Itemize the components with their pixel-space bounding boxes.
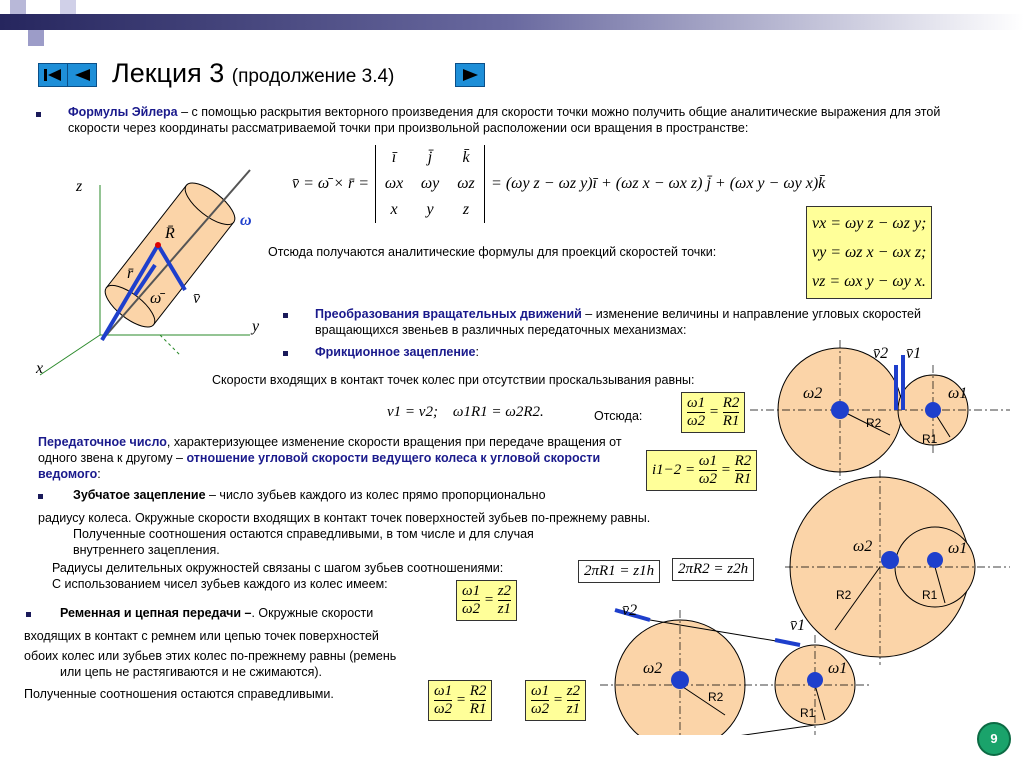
gear-eq2: 2πR2 = z2h: [672, 558, 754, 581]
friction-heading: Фрикционное зацепление:: [315, 345, 479, 359]
hence: Отсюда:: [594, 409, 643, 423]
label-v2c: v̄2: [622, 602, 638, 619]
friction-eq: v1 = v2; ω1R1 = ω2R2.: [387, 404, 544, 420]
euler-text: Формулы Эйлера – с помощью раскрытия векторного произведения для скорости точки можно получить общие аналитические выражения для этой скорости через координаты рассматриваемой точки при произвольной расположении оси вращения в пространстве:: [68, 105, 941, 135]
title-main: Лекция 3: [112, 58, 225, 88]
prev-slide-button[interactable]: [67, 63, 97, 87]
label-R2b: R2: [836, 588, 852, 602]
label-R2c: R2: [708, 690, 724, 704]
label-R1: R1: [922, 432, 938, 446]
gear-eq1: 2πR1 = z1h: [578, 560, 660, 583]
label-v: v̄: [193, 290, 201, 307]
label-y: y: [252, 318, 260, 335]
bullet: [283, 351, 288, 356]
gear-line4: Радиусы делительных окружностей связаны с шагом зубьев соотношениями:: [52, 561, 504, 575]
label-v2: v̄2: [873, 345, 889, 362]
friction-text: Скорости входящих в контакт точек колес при отсутствии проскальзывания равны:: [212, 373, 695, 387]
label-w1b: ω1: [948, 540, 968, 557]
label-R1b: R1: [922, 588, 938, 602]
label-w1: ω1: [948, 385, 968, 402]
gear-line3: Полученные соотношения остаются справедливыми, в том числе и для случая внутреннего зацепления.: [73, 527, 534, 557]
belt-line4: или цепь не растягиваются и не сжимаются).: [60, 665, 323, 679]
title-sub: (продолжение 3.4): [231, 66, 395, 87]
bullet: [36, 112, 41, 117]
bullet: [26, 612, 31, 617]
next-slide-button[interactable]: [455, 63, 485, 87]
label-w2c: ω2: [643, 660, 663, 677]
label-R1c: R1: [800, 706, 816, 720]
label-w1c: ω1: [828, 660, 848, 677]
label-w2b: ω2: [853, 538, 873, 555]
label-R2: R2: [866, 416, 882, 430]
ratio-box-3: $\frac{\omega 1}{\omega 2}$ = $\frac{z2}{z1}$: [456, 580, 517, 621]
first-slide-button[interactable]: [38, 63, 68, 87]
belt-line3: обоих колес или зубьев этих колес по-прежнему равны (ремень: [24, 649, 397, 663]
ratio-box-4: $\frac{\omega 1}{\omega 2}$ = $\frac{R2}{R1}$: [428, 680, 492, 721]
projections-box: vx = ωy z − ωz y; vy = ωz x − ωx z; vz = ωx y − ωy x.: [806, 206, 932, 299]
label-x: x: [36, 360, 44, 377]
ratio-text: Передаточное число, характеризующее изменение скорости вращения при передаче вращения от одного звена к другому – отношение угловой скорости ведущего колеса к угловой скорости ведомого:: [38, 435, 622, 481]
decor-square: [28, 30, 44, 46]
label-w: ω̄: [150, 290, 162, 307]
label-r: r̄: [127, 265, 134, 282]
label-v1: v̄1: [906, 345, 922, 362]
euler-formula: v̄ = ω̄ × r̄ = ī j̄ k̄ ωx ωy ωz x y z = (ωy z − ωz y)ī + (ωz x − ωx z) j̄ + (ωx y − ωy x)k̄: [292, 145, 825, 223]
decor-square: [10, 0, 26, 14]
ratio-box-5: $\frac{\omega 1}{\omega 2}$ = $\frac{z2}{z1}$: [525, 680, 586, 721]
header-bar: [0, 14, 1024, 30]
gear-text: Зубчатое зацепление – число зубьев каждого из колес прямо пропорционально: [73, 488, 546, 502]
decor-square: [60, 0, 76, 14]
belt-line2: входящих в контакт с ремнем или цепью точек поверхностей: [24, 629, 379, 643]
cylinder-diagram: [30, 165, 280, 385]
belt-line5: Полученные соотношения остаются справедливыми.: [24, 687, 334, 701]
ratio-box-2: i1−2 = $\frac{\omega 1}{\omega 2}$ = $\frac{R2}{R1}$: [646, 450, 757, 491]
gear-line5: С использованием чисел зубьев каждого из колес имеем:: [52, 577, 388, 591]
rot-text: Преобразования вращательных движений – изменение величины и направление угловых скоростей вращающихся звеньев в различных передаточных механизмах:: [315, 307, 921, 337]
slide-title: [112, 58, 394, 89]
label-v1c: v̄1: [790, 617, 806, 634]
bullet: [38, 494, 43, 499]
ratio-box-1: $\frac{\omega 1}{\omega 2}$ = $\frac{R2}{R1}$: [681, 392, 745, 433]
gear-line2: радиусу колеса. Окружные скорости входящих в контакт точек поверхностей зубьев по-прежнему равны.: [38, 511, 651, 525]
belt-text: Ременная и цепная передачи –. Окружные скорости: [60, 606, 374, 620]
projections-text: Отсюда получаются аналитические формулы для проекций скоростей точки:: [268, 245, 717, 259]
label-omega: ω: [240, 212, 252, 229]
label-z: z: [76, 178, 83, 195]
label-w2: ω2: [803, 385, 823, 402]
label-R: R̄: [165, 225, 175, 242]
page-number: 9: [977, 722, 1011, 756]
bullet: [283, 313, 288, 318]
